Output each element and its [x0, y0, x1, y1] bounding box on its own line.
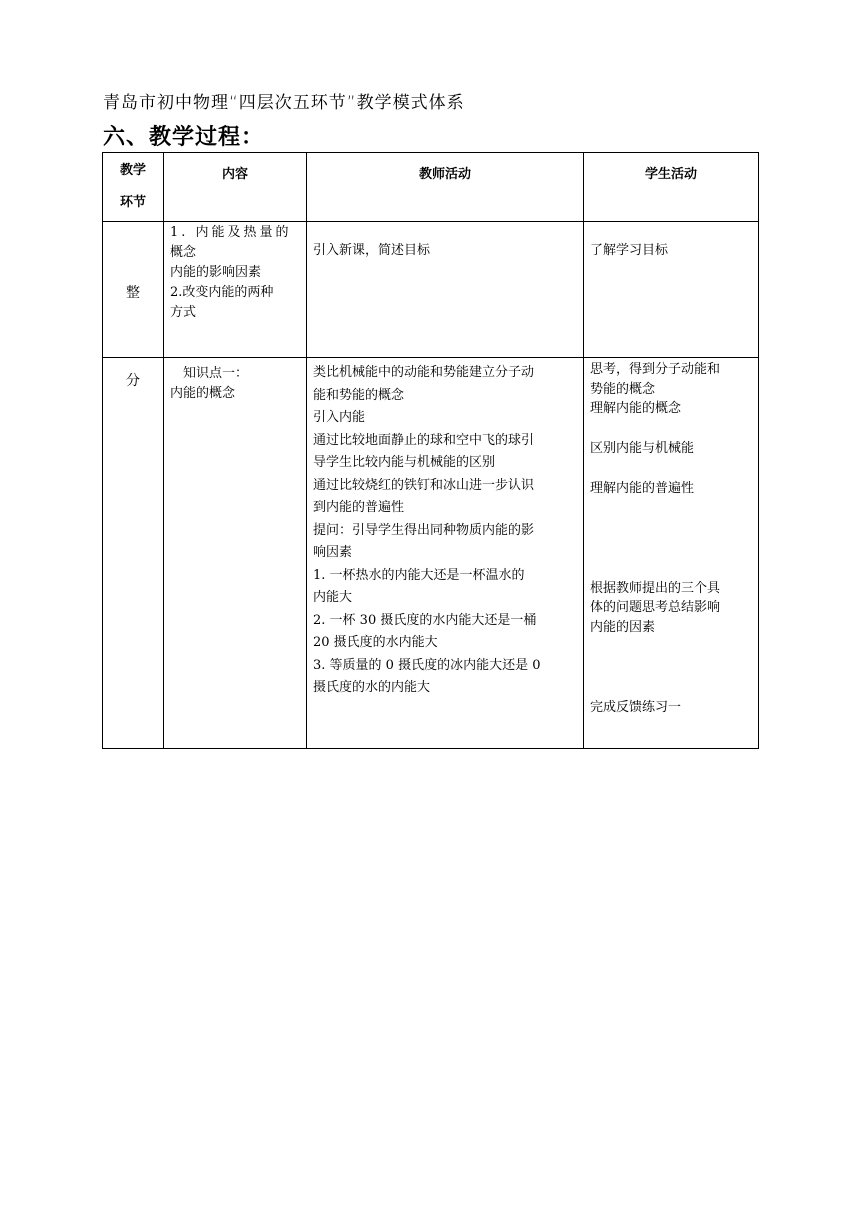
section-title: 六、教学过程： — [103, 125, 265, 150]
content-cell: 1. 内能及热量的 概念 内能的影响因素 2.改变内能的两种 方式 — [164, 222, 307, 358]
teacher-activity-cell: 类比机械能中的动能和势能建立分子动 能和势能的概念 引入内能 通过比较地面静止的球和空中飞的球引 导学生比较内能与机械能的区别 通过比较烧红的铁钉和冰山进一步认识 到内能的普遍性 提问：引导学生得出同种物质内能的影 响因素 1. 一杯热水的内能大还是一杯温水的 内能大 2. 一杯 30 摄氏度的水内能大还是一桶 20 摄氏度的水内能大 3. 等质量的 0 摄氏度的冰内能大还是 0 摄氏度的水的内能大 — [307, 358, 584, 749]
stage-cell: 分 — [103, 358, 164, 749]
teacher-activity-cell: 引入新课，简述目标 — [307, 222, 584, 358]
header-student-activity: 学生活动 — [584, 153, 759, 222]
header-stage: 教学 环节 — [103, 153, 164, 222]
running-header: 青岛市初中物理“四层次五环节”教学模式体系 — [103, 93, 465, 113]
content-cell: 知识点一： 内能的概念 — [164, 358, 307, 749]
header-content: 内容 — [164, 153, 307, 222]
student-activity-cell: 思考，得到分子动能和 势能的概念 理解内能的概念 区别内能与机械能 理解内能的普遍性 根据教师提出的三个具 体的问题思考总结影响 内能的因素 完成反馈练习一 — [584, 358, 759, 749]
student-activity-cell: 了解学习目标 — [584, 222, 759, 358]
table-row — [103, 358, 759, 749]
stage-cell: 整 — [103, 222, 164, 358]
header-teacher-activity: 教师活动 — [307, 153, 584, 222]
table-header-row — [103, 153, 759, 222]
teaching-process-table — [102, 152, 759, 749]
table-row — [103, 222, 759, 358]
